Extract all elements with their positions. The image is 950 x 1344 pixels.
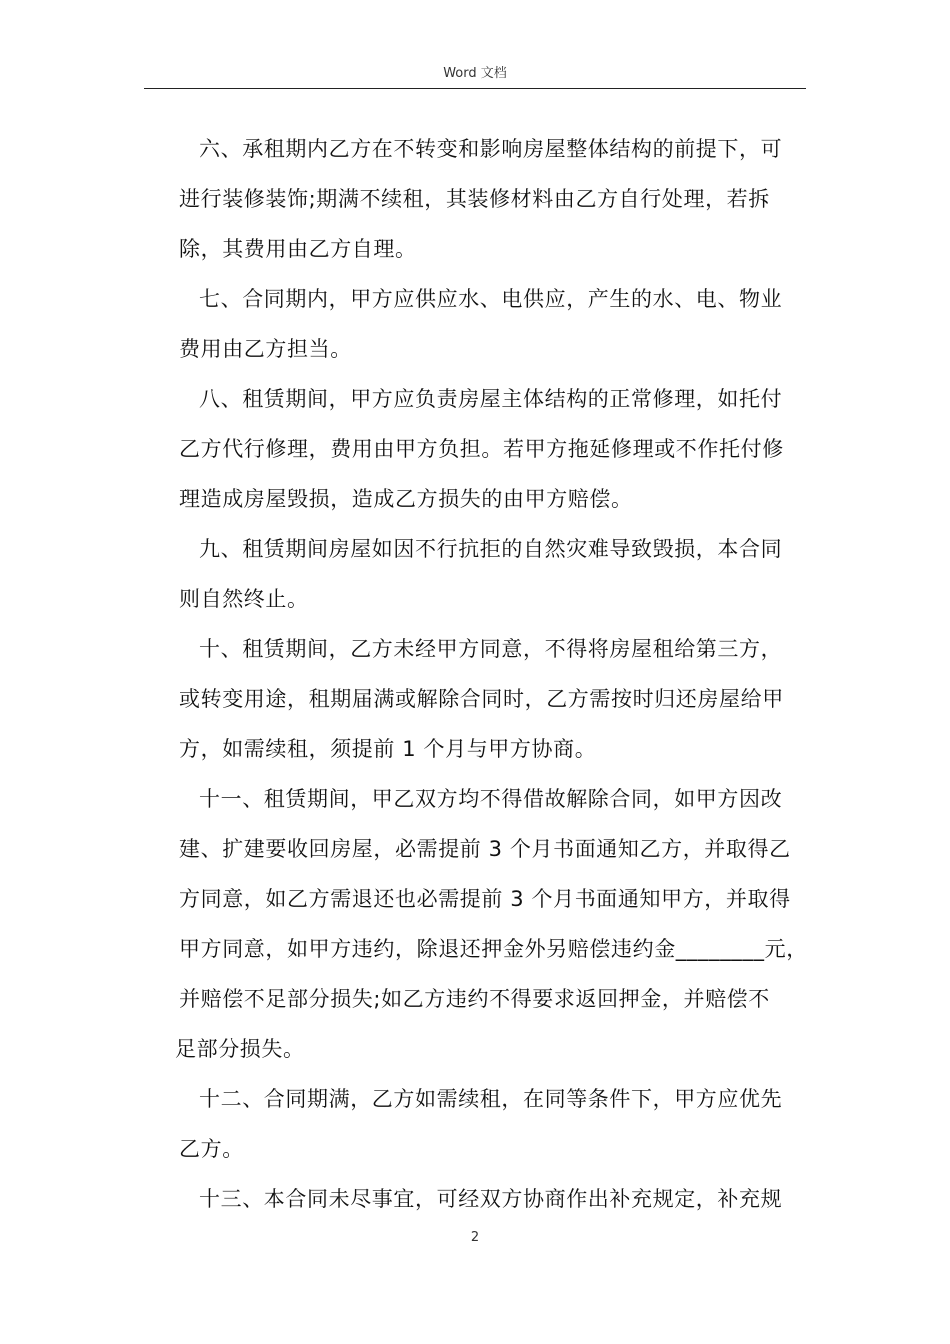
clause-8: [179, 374, 819, 524]
clause-10: [179, 624, 819, 774]
page-header: Word 文档: [443, 66, 507, 81]
page-number: 2: [470, 1230, 480, 1245]
text-line: 十一、租赁期间，甲乙双方均不得借故解除合同，如甲方因改: [199, 787, 783, 811]
text-line: 乙方。: [179, 1137, 244, 1161]
text-line: 足部分损失。: [175, 1037, 305, 1061]
text-line: 十、租赁期间，乙方未经甲方同意，不得将房屋租给第三方，: [199, 637, 783, 661]
text-line: 十二、合同期满，乙方如需续租，在同等条件下，甲方应优先: [199, 1087, 783, 1111]
text-line: 建、扩建要收回房屋，必需提前 3 个月书面通知乙方，并取得乙: [179, 837, 791, 861]
text-line: 六、承租期内乙方在不转变和影响房屋整体结构的前提下，可: [199, 137, 783, 161]
clause-6: [179, 124, 819, 274]
clause-12: [179, 1074, 819, 1174]
text-line: 九、租赁期间房屋如因不行抗拒的自然灾难导致毁损，本合同: [199, 537, 783, 561]
clause-7: [179, 274, 819, 374]
text-line: 或转变用途，租期届满或解除合同时，乙方需按时归还房屋给甲: [179, 687, 784, 711]
clause-9: [179, 524, 819, 624]
text-line: 除，其费用由乙方自理。: [179, 237, 417, 261]
text-line: 十三、本合同未尽事宜，可经双方协商作出补充规定，补充规: [199, 1187, 783, 1211]
text-line: 费用由乙方担当。: [179, 337, 352, 361]
clause-11: [175, 774, 819, 1074]
text-line: 理造成房屋毁损，造成乙方损失的由甲方赔偿。: [179, 487, 633, 511]
text-line: 方，如需续租，须提前 1 个月与甲方协商。: [179, 737, 597, 761]
text-line: 八、租赁期间，甲方应负责房屋主体结构的正常修理，如托付: [199, 387, 783, 411]
text-line: 则自然终止。: [179, 587, 309, 611]
text-line: 方同意，如乙方需退还也必需提前 3 个月书面通知甲方，并取得: [179, 887, 791, 911]
text-line: 乙方代行修理，费用由甲方负担。若甲方拖延修理或不作托付修: [179, 437, 784, 461]
text-line: 进行装修装饰;期满不续租，其装修材料由乙方自行处理，若拆: [179, 187, 770, 211]
text-line: 七、合同期内，甲方应供应水、电供应，产生的水、电、物业: [199, 287, 783, 311]
text-line: 甲方同意，如甲方违约，除退还押金外另赔偿违约金________元，: [179, 937, 808, 961]
header-divider: [144, 88, 806, 89]
document-body: [175, 124, 819, 1224]
clause-13: [179, 1174, 819, 1224]
text-line: 并赔偿不足部分损失;如乙方违约不得要求返回押金，并赔偿不: [179, 987, 770, 1011]
